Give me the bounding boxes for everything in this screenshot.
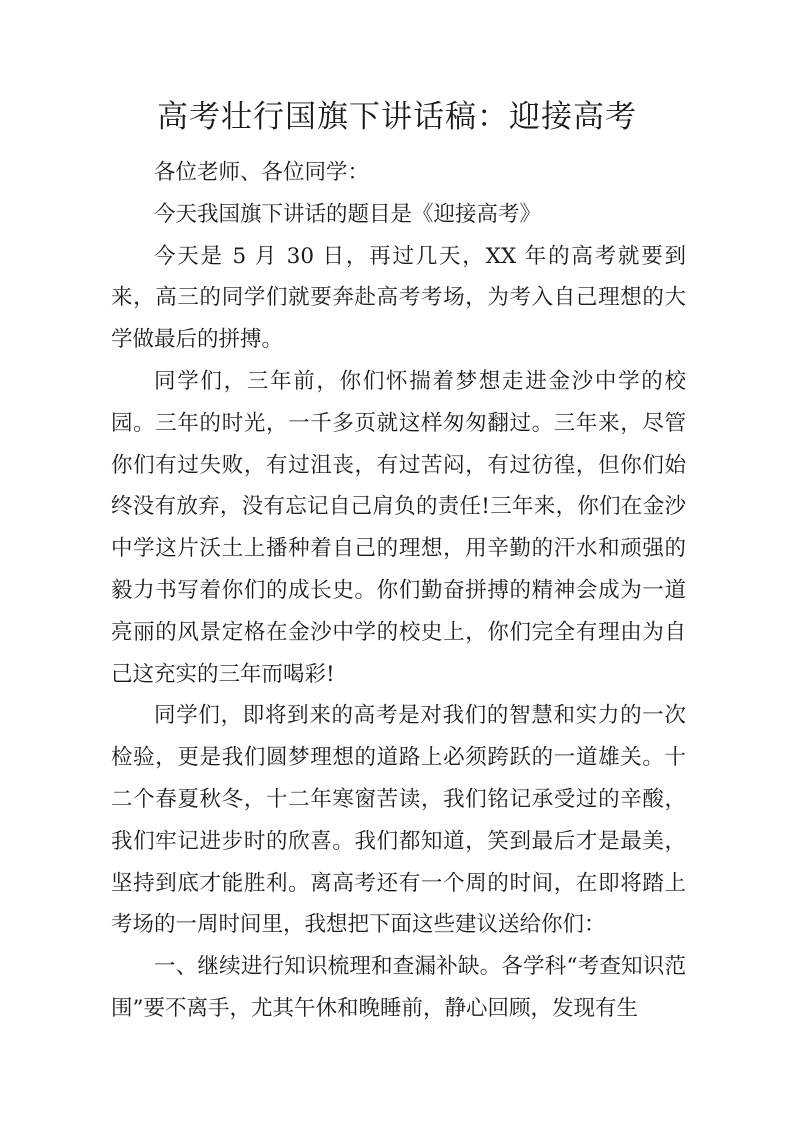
paragraph-greeting: 各位老师、各位同学： — [154, 160, 370, 185]
paragraph-exam-coming: 同学们，即将到来的高考是对我们的智慧和实力的一次检验，更是我们圆梦理想的道路上必须跨跃的一道雄关。十二个春夏秋冬，十二年寒窗苦读，我们铭记承受过的辛酸，我们牢记进步时的欣喜。我们都知道，笑到最后才是最美，坚持到底才能胜利。离高考还有一个周的时间，在即将踏上考场的一周时间里，我想把下面这些建议送给你们： — [111, 703, 686, 938]
paragraph-date: 今天是 5 月 30 日，再过几天，XX 年的高考就要到来，高三的同学们就要奔赴高考考场，为考入自己理想的大学做最后的拼搏。 — [111, 243, 686, 353]
paragraph-topic: 今天我国旗下讲话的题目是《迎接高考》 — [154, 201, 542, 227]
paragraph-three-years: 同学们，三年前，你们怀揣着梦想走进金沙中学的校园。三年的时光，一千多页就这样匆匆翻过。三年来，尽管你们有过失败，有过沮丧，有过苦闷，有过彷徨，但你们始终没有放弃，没有忘记自己肩负的责任!三年来，你们在金沙中学这片沃土上播种着自己的理想，用辛勤的汗水和顽强的毅力书写着你们的成长史。你们勤奋拼搏的精神会成为一道亮丽的风景定格在金沙中学的校史上，你们完全有理由为自己这充实的三年而喝彩! — [111, 368, 686, 687]
document-title: 高考壮行国旗下讲话稿：迎接高考 — [157, 99, 637, 135]
document-body — [111, 152, 686, 1030]
paragraph-advice-one: 一、继续进行知识梳理和查漏补缺。各学科“考查知识范围”要不离手，尤其午休和晚睡前，静心回顾，发现有生 — [111, 954, 686, 1021]
